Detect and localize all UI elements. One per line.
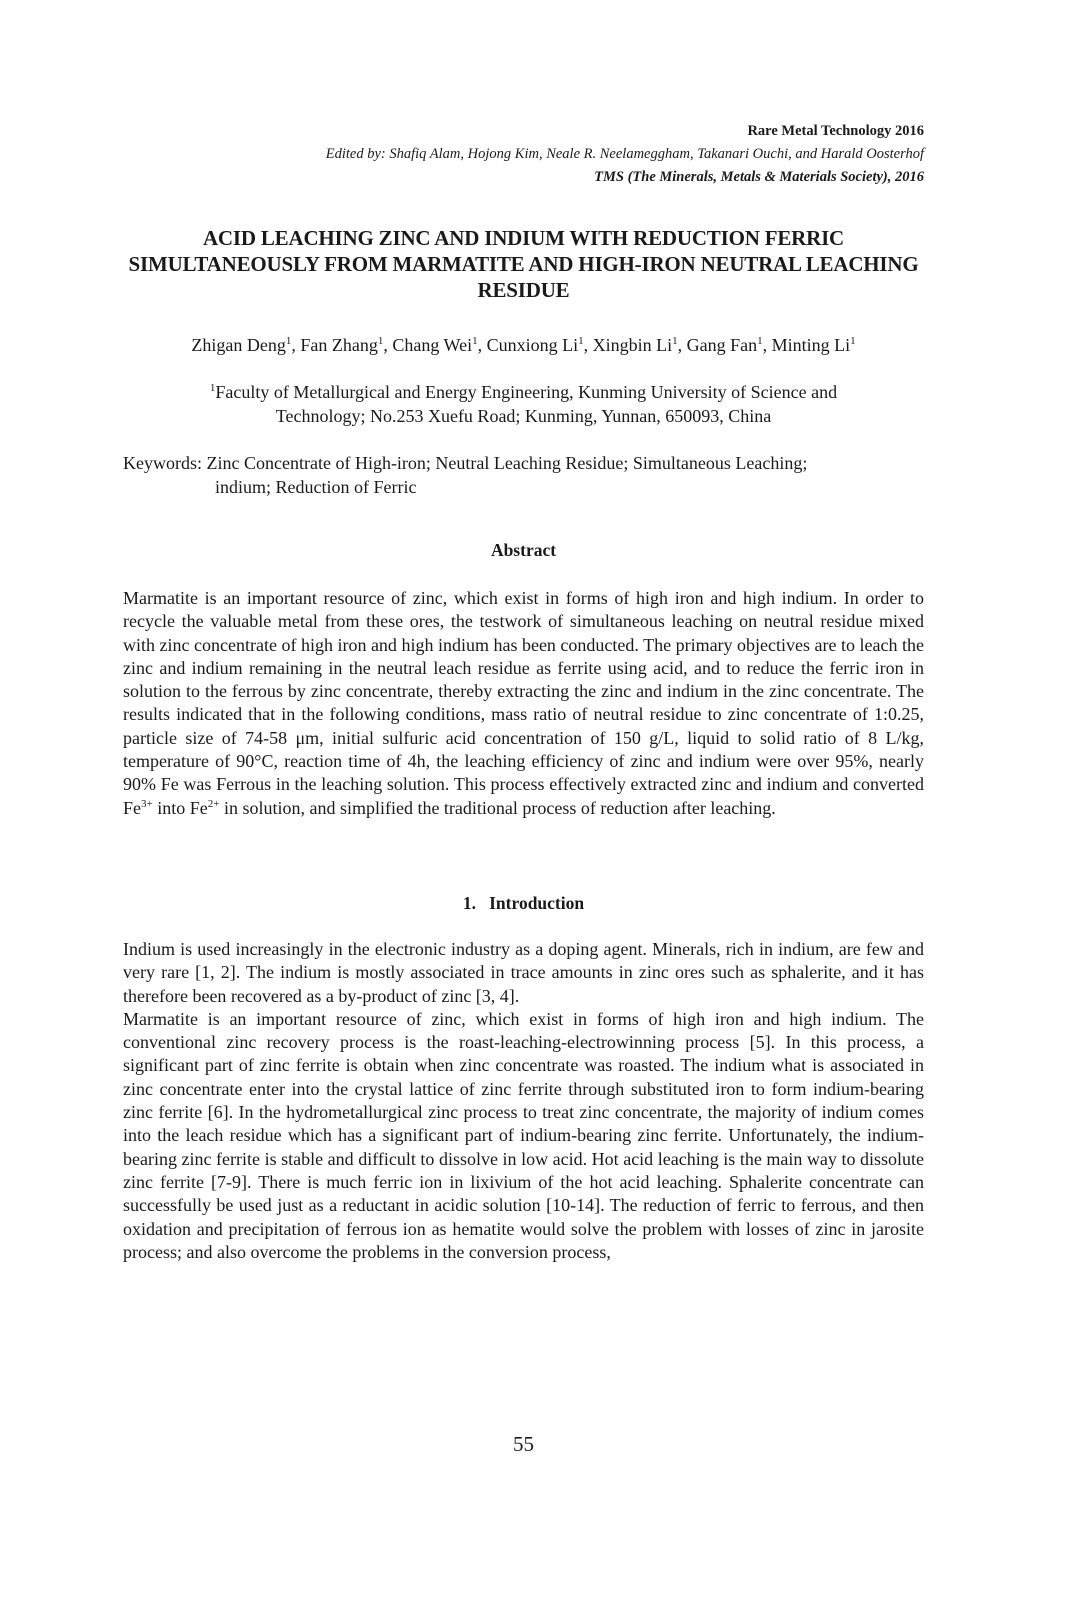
keywords-label: Keywords: [123, 453, 202, 473]
author-3: Chang Wei$^1$ [392, 335, 478, 355]
author-7: Minting Li$^1$ [771, 335, 856, 355]
editors-line: Edited by: Shafiq Alam, Hojong Kim, Neale R. Neelameggham, Takanari Ouchi, and Harald Oosterhof [325, 146, 924, 162]
abstract-heading: Abstract [490, 540, 557, 560]
running-header [123, 120, 924, 189]
author-6: Gang Fan$^1$ [686, 335, 763, 355]
journal-name: Rare Metal Technology 2016 [747, 123, 924, 139]
page-number: 55 [513, 1432, 534, 1456]
paper-title: ACID LEACHING ZINC AND INDIUM WITH REDUCTION FERRIC SIMULTANEOUSLY FROM MARMATITE AND HIGH-IRON NEUTRAL LEACHING RESIDUE [128, 226, 919, 302]
author-list: Zhigan Deng$^1$, Fan Zhang$^1$, Chang Wei$^1$, Cunxiong Li$^1$, Xingbin Li$^1$, Gang Fan$^1$, Minting Li$^1$ [191, 335, 856, 355]
author-2: Fan Zhang$^1$ [300, 335, 384, 355]
affiliation: $^1$Faculty of Metallurgical and Energy Engineering, Kunming University of Science and Technology; No.253 Xuefu Road; Kunming, Yunnan, 650093, China [209, 382, 838, 426]
keywords: Keywords: Zinc Concentrate of High-iron; Neutral Leaching Residue; Simultaneous Leaching; indium; Reduction of Ferric [123, 453, 808, 497]
author-1: Zhigan Deng$^1$ [191, 335, 292, 355]
publisher-line: TMS (The Minerals, Metals & Materials Society), 2016 [594, 169, 924, 185]
author-5: Xingbin Li$^1$ [592, 335, 678, 355]
introduction-text [123, 938, 924, 1264]
intro-paragraph-2: Marmatite is an important resource of zinc, which exist in forms of high iron and high indium. The conventional zinc recovery process is the roast-leaching-electrowinning process [5]. In this process, a significant part of zinc ferrite is obtain when zinc concentrate was roasted. The indium what is associated in zinc concentrate enter into the crystal lattice of zinc ferrite through substituted iron to form indium-bearing zinc ferrite [6]. In the hydrometallurgical zinc process to treat zinc concentrate, the majority of indium comes into the leach residue which has a significant part of indium-bearing zinc ferrite. Unfortunately, the indium-bearing zinc ferrite is stable and difficult to dissolve in low acid. Hot acid leaching is the main way to dissolute zinc ferrite [7-9]. There is much ferric ion in lixivium of the hot acid leaching. Sphalerite concentrate can successfully be used just as a reductant in acidic solution [10-14]. The reduction of ferric to ferrous, and then oxidation and precipitation of ferrous ion as hematite would solve the problem with losses of zinc in jarosite process; and also overcome the problems in the conversion process, [123, 1008, 924, 1262]
intro-paragraph-1: Indium is used increasingly in the electronic industry as a doping agent. Minerals, rich in indium, are few and very rare [1, 2]. The indium is mostly associated in trace amounts in zinc ores such as sphalerite, and it has therefore been recovered as a by-product of zinc [3, 4]. [123, 939, 924, 1006]
abstract-text: Marmatite is an important resource of zinc, which exist in forms of high iron and high indium. In order to recycle the valuable metal from these ores, the testwork of simultaneous leaching on neutral residue mixed with zinc concentrate of high iron and high indium has been conducted. The primary objectives are to leach the zinc and indium remaining in the neutral leach residue as ferrite using acid, and to reduce the ferric iron in solution to the ferrous by zinc concentrate, thereby extracting the zinc and indium in the zinc concentrate. The results indicated that in the following conditions, mass ratio of neutral residue to zinc concentrate of 1:0.25, particle size of 74-58 μm, initial sulfuric acid concentration of 150 g/L, liquid to solid ratio of 8 L/kg, temperature of 90°C, reaction time of 4h, the leaching efficiency of zinc and indium were over 95%, nearly 90% Fe was Ferrous in the leaching solution. This process effectively extracted zinc and indium and converted $Fe^{3+}$ into $Fe^{2+}$ in solution, and simplified the traditional process of reduction after leaching. [123, 588, 924, 818]
author-4: Cunxiong Li$^1$ [486, 335, 584, 355]
introduction-heading: 1. Introduction [462, 893, 585, 913]
